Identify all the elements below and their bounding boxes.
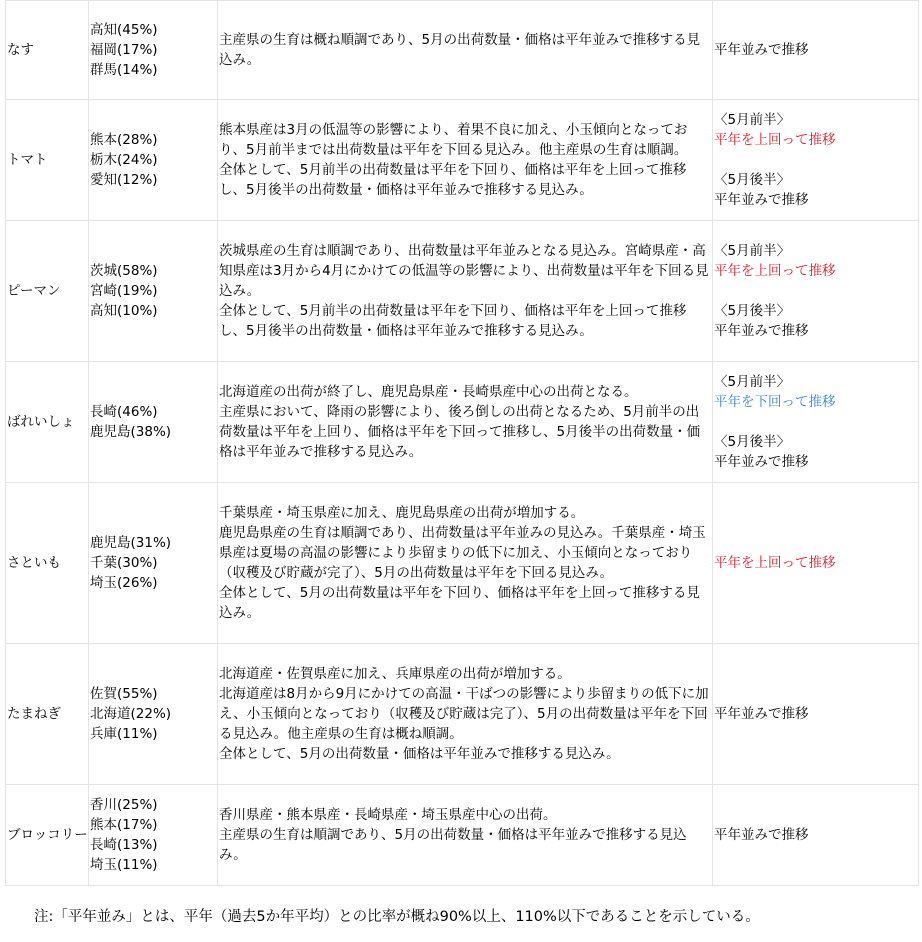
outlook-cell: 平年並みで推移 [713,785,919,886]
outlook-cell: 〈5月前半〉 平年を下回って推移 〈5月後半〉 平年並みで推移 [713,362,919,483]
table-row [6,100,919,221]
item-name-cell: さといも [6,483,89,644]
situation-description-cell: 主産県の生育は概ね順調であり、5月の出荷数量・価格は平年並みで推移する見込み。 [218,1,713,100]
situation-description-cell: 香川県産・熊本県産・長崎県産・埼玉県産中心の出荷。 主産県の生育は順調であり、5月の出荷数量・価格は平年並みで推移する見込み。 [218,785,713,886]
situation-description-cell: 熊本県産は3月の低温等の影響により、着果不良に加え、小玉傾向となっており、5月前半までは出荷数量は平年を下回る見込み。他主産県の生育は順調。 全体として、5月前半の出荷数量は平年を下回り、価格は平年を上回って推移し、5月後半の出荷数量・価格は平年並みで推移する見込み。 [218,100,713,221]
item-name-cell: たまねぎ [6,644,89,785]
table-row [6,785,919,886]
table-row [6,362,919,483]
item-name-cell: ブロッコリー [6,785,89,886]
item-name-cell: ばれいしょ [6,362,89,483]
situation-description-cell: 千葉県産・埼玉県産に加え、鹿児島県産の出荷が増加する。 鹿児島県産の生育は順調であり、出荷数量は平年並みの見込み。千葉県産・埼玉県産は夏場の高温の影響により歩留まりの低下に加え、小玉傾向となっており（収穫及び貯蔵が完了）、5月の出荷数量は平年を下回る見込み。 全体として、5月の出荷数量は平年を下回り、価格は平年を上回って推移する見込み。 [218,483,713,644]
table-row [6,221,919,362]
outlook-up-value: 平年を上回って推移 [714,555,836,571]
table-row [6,1,919,100]
vegetable-outlook-table [5,0,919,886]
producing-prefecture-cell: 佐賀(55%) 北海道(22%) 兵庫(11%) [89,644,218,785]
situation-description-cell: 北海道産の出荷が終了し、鹿児島県産・長崎県産中心の出荷となる。 主産県において、降雨の影響により、後ろ倒しの出荷となるため、5月前半の出荷数量は平年を上回り、価格は平年を下回って推移し、5月後半の出荷数量・価格は平年並みで推移する見込み。 [218,362,713,483]
table-row [6,483,919,644]
situation-description-cell: 北海道産・佐賀県産に加え、兵庫県産の出荷が増加する。 北海道産は8月から9月にかけての高温・干ばつの影響により歩留まりの低下に加え、小玉傾向となっており（収穫及び貯蔵は完了）、5月の出荷数量は平年を下回る見込み。他主産県の生育は概ね順調。 全体として、5月の出荷数量・価格は平年並みで推移する見込み。 [218,644,713,785]
producing-prefecture-cell: 高知(45%) 福岡(17%) 群馬(14%) [89,1,218,100]
outlook-cell [713,483,919,644]
outlook-up-value: 平年を上回って推移 [714,263,836,279]
producing-prefecture-cell: 熊本(28%) 栃木(24%) 愛知(12%) [89,100,218,221]
outlook-down-value: 平年を下回って推移 [714,394,836,410]
footnote: 注:「平年並み」とは、平年（過去5か年平均）との比率が概ね90%以上、110%以下であることを示している。 [34,909,760,925]
outlook-cell: 〈5月前半〉 平年を上回って推移 〈5月後半〉 平年並みで推移 [713,100,919,221]
producing-prefecture-cell: 鹿児島(31%) 千葉(30%) 埼玉(26%) [89,483,218,644]
item-name-cell: なす [6,1,89,100]
producing-prefecture-cell: 香川(25%) 熊本(17%) 長崎(13%) 埼玉(11%) [89,785,218,886]
item-name-cell: ピーマン [6,221,89,362]
outlook-cell: 〈5月前半〉 平年を上回って推移 〈5月後半〉 平年並みで推移 [713,221,919,362]
outlook-up-value: 平年を上回って推移 [714,132,836,148]
table-row [6,644,919,785]
producing-prefecture-cell: 茨城(58%) 宮崎(19%) 高知(10%) [89,221,218,362]
outlook-cell: 平年並みで推移 [713,644,919,785]
outlook-cell: 平年並みで推移 [713,1,919,100]
producing-prefecture-cell: 長崎(46%) 鹿児島(38%) [89,362,218,483]
situation-description-cell: 茨城県産の生育は順調であり、出荷数量は平年並みとなる見込み。宮崎県産・高知県産は3月から4月にかけての低温等の影響により、出荷数量は平年を下回る見込み。 全体として、5月前半の出荷数量は平年を下回り、価格は平年を上回って推移し、5月後半の出荷数量・価格は平年並みで推移する見込み。 [218,221,713,362]
item-name-cell: トマト [6,100,89,221]
